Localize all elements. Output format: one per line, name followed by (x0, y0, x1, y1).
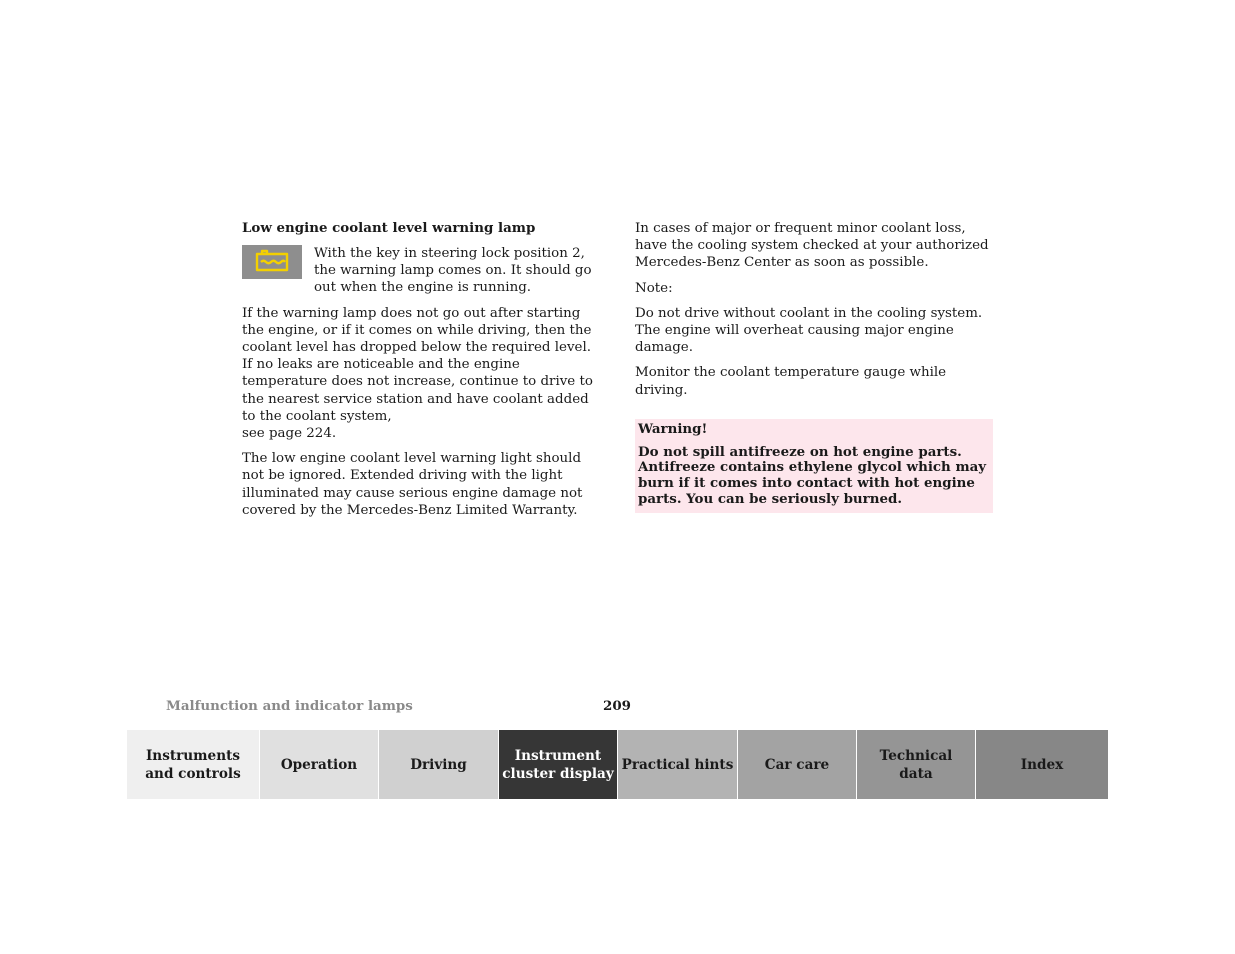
coolant-loss-paragraph: In cases of major or frequent minor coolant loss, have the cooling system checked at your authorized Mercedes-Benz Center as soon as possible. (635, 221, 989, 271)
tab-instruments-and-controls[interactable]: Instruments and controls (127, 730, 259, 799)
warranty-paragraph: The low engine coolant level warning light should not be ignored. Extended driving with the light illuminated may cause serious engine damage not covered by the Mercedes-Benz Limited Warranty. (242, 451, 583, 518)
left-column (242, 220, 602, 527)
coolant-tank-symbol (252, 249, 292, 275)
coolant-level-warning-icon (242, 245, 302, 279)
warning-body: Do not spill antifreeze on hot engine parts. Antifreeze contains ethylene glycol which may burn if it comes into contact with hot engine parts. You can be seriously burned. (638, 443, 987, 507)
page-reference: see page 224. (242, 426, 337, 442)
tab-technical-data[interactable]: Technical data (856, 730, 975, 799)
tab-practical-hints[interactable]: Practical hints (617, 730, 737, 799)
page-number: 209 (603, 698, 631, 714)
note-label: Note: (635, 280, 673, 296)
warning-title: Warning! (638, 420, 708, 437)
lamp-description (242, 245, 602, 297)
section-heading: Low engine coolant level warning lamp (242, 220, 536, 236)
lamp-text: With the key in steering lock position 2, the warning lamp comes on. It should go out when the engine is running. (314, 246, 592, 296)
warning-lamp-paragraph (242, 305, 602, 443)
chapter-tabs (127, 730, 1108, 799)
no-coolant-paragraph: Do not drive without coolant in the cooling system. The engine will overheat causing major engine damage. (635, 305, 983, 356)
tab-index[interactable]: Index (975, 730, 1108, 799)
tab-driving[interactable]: Driving (378, 730, 498, 799)
monitor-gauge-paragraph: Monitor the coolant temperature gauge while driving. (635, 365, 947, 398)
paragraph-text: If the warning lamp does not go out after starting the engine, or if it comes on while driving, then the coolant level has dropped below the required level. If no leaks are noticeable and the engine temperature does not increase, continue to drive to the nearest service station and have coolant added to the coolant system, (242, 305, 593, 424)
warning-box (635, 419, 993, 513)
tab-instrument-cluster-display[interactable]: Instrument cluster display (498, 730, 617, 799)
right-column (635, 220, 995, 513)
footer-section-title: Malfunction and indicator lamps (166, 698, 413, 714)
tab-car-care[interactable]: Car care (737, 730, 856, 799)
tab-operation[interactable]: Operation (259, 730, 378, 799)
